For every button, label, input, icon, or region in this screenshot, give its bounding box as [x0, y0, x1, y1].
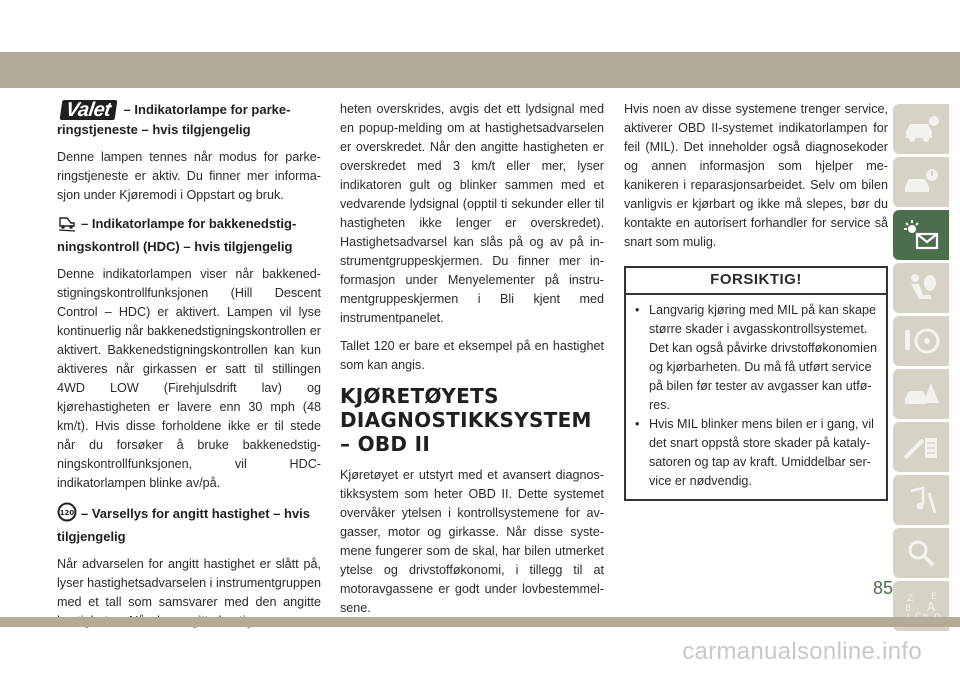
- paragraph-mil: Hvis noen av disse systemene trenger service, aktiverer OBD II-systemet indikatorlampen for feil (MIL). Det inneholder også diagnosekoder og annen informasjon som hjelper mekanikeren i reparasjonsarbeidet. Selv om bilen vanligvis er kjørbart og ikke må slepes, bør du kontakte en autorisert forhandler for service så snart som mulig.: [624, 102, 888, 249]
- car-breakdown-icon[interactable]: [893, 369, 949, 419]
- valet-logo: Valet: [60, 100, 117, 120]
- warning-lights-icon[interactable]: [893, 210, 949, 260]
- index-letter: B: [905, 604, 912, 614]
- caution-list: [632, 301, 878, 491]
- steering-wheel-icon[interactable]: [893, 316, 949, 366]
- index-letter: A: [927, 600, 936, 614]
- speed-limit-value: 120: [59, 509, 75, 517]
- paragraph-hdc: Denne indikatorlampen viser når bakkenedstigningskontrollfunksjonen (Hill Descent Control – HDC) er aktivert. Lampen vil lyse kontinuerlig når bakkenedstigningskontrollen er aktivert. Bakkenedstigningskontrollen kan kun aktiveres når girkassen er satt til stillingen 4WD LOW (Firehjulsdrift lav) og kjørehastigheten er lavere enn 30 mph (48 km/t). Hvis disse forholdene ikke er til stede når du forsøker å bruke bakkenedstigningskontrollfunksjonen, vil HDC-indikatorlampen blinke av/på.: [57, 267, 321, 490]
- music-phone-icon[interactable]: [893, 475, 949, 525]
- service-tools-icon[interactable]: [893, 422, 949, 472]
- index-letter: Z: [907, 594, 914, 604]
- paragraph-speed-cont: heten overskrides, avgis det ett lydsignal med en popup-melding om at hastighetsadvarselen er overskredet. Når den angitte hastigheten er overskredet med 3 km/t eller mer, lyser indikatoren gult og blinker sammen med et vedvarende lydsignal (opptil ti sekunder eller til hastigheten ikke lenger er overskredet). Hastighetsadvarsel kan slås på og av på instrumentgruppeskjermen. Du finner mer informasjon under Menyelementer på instrumentgruppeskjermen i Bli kjent med instrumentpanelet.: [340, 102, 604, 325]
- caution-item: • Hvis MIL blinker mens bilen er i gang, vil det snart oppstå store skader på katalysatoren og tap av kraft. Umiddelbar service er nødvendig.: [632, 415, 878, 491]
- car-warning-icon[interactable]: [893, 157, 949, 207]
- section-heading-obd: KJØRETØYETS DIAGNOSTIKKSYSTEM – OBD II: [340, 384, 592, 456]
- paragraph-speed: Når advarselen for angitt hastighet er slått på, lyser hastighetsadvarselen i instrumentgruppen med et tall som samsvarer med den angitte: [57, 557, 321, 609]
- airbag-seat-icon[interactable]: [893, 263, 949, 313]
- subheading-hdc: – Indikatorlampe for bakkenedstigningskontroll (HDC) – hvis tilgjengelig: [57, 216, 297, 254]
- header-band: [0, 52, 960, 88]
- page-number: 85: [872, 578, 894, 598]
- caution-item: • Langvarig kjøring med MIL på kan skape større skader i avgasskontrollsystemet. Det kan også påvirke drivstofføkonomien og kjørbarheten. Du må få utført service på bilen før tester av avgasser kan utføres.: [632, 301, 878, 415]
- caution-box: [624, 266, 888, 501]
- hill-descent-icon: [57, 214, 77, 237]
- speed-limit-icon: [57, 502, 77, 527]
- watermark: carmanualsonline.info: [682, 638, 922, 665]
- footer-band: [0, 617, 960, 627]
- chapter-sidebar: [893, 104, 949, 634]
- column-1: [57, 100, 321, 640]
- car-info-icon[interactable]: [893, 104, 949, 154]
- column-3: [624, 100, 888, 501]
- caution-title: FORSIKTIG!: [626, 268, 886, 295]
- paragraph-obd: Kjøretøyet er utstyrt med et avansert diagnostikksystem som heter OBD II. Dette systemet overvåker ytelsen i kontrollsystemene for avgasser, motor og girkasse. Når disse systemene fungerer som de skal, har bilen utmerket ytelse og drivstofføkonomi, i tillegg til at motoravgassene er godt under lovbestemmelsene.: [340, 468, 604, 615]
- paragraph-valet: Denne lampen tennes når modus for parkeringstjeneste er aktiv. Du finner mer informasjon under Kjøremodi i Oppstart og bruk.: [57, 150, 321, 202]
- subheading-valet: Valet – Indikatorlampe for parkeringstjeneste – hvis tilgjengelig: [57, 99, 291, 137]
- subheading-speed: 120 – Varsellys for angitt hastighet – hvis tilgjengelig: [57, 502, 321, 546]
- search-icon[interactable]: [893, 528, 949, 578]
- index-letter: E: [931, 592, 937, 602]
- paragraph-speed-example: Tallet 120 er bare et eksempel på en hastighet som kan angis.: [340, 339, 604, 372]
- column-2: [340, 100, 604, 627]
